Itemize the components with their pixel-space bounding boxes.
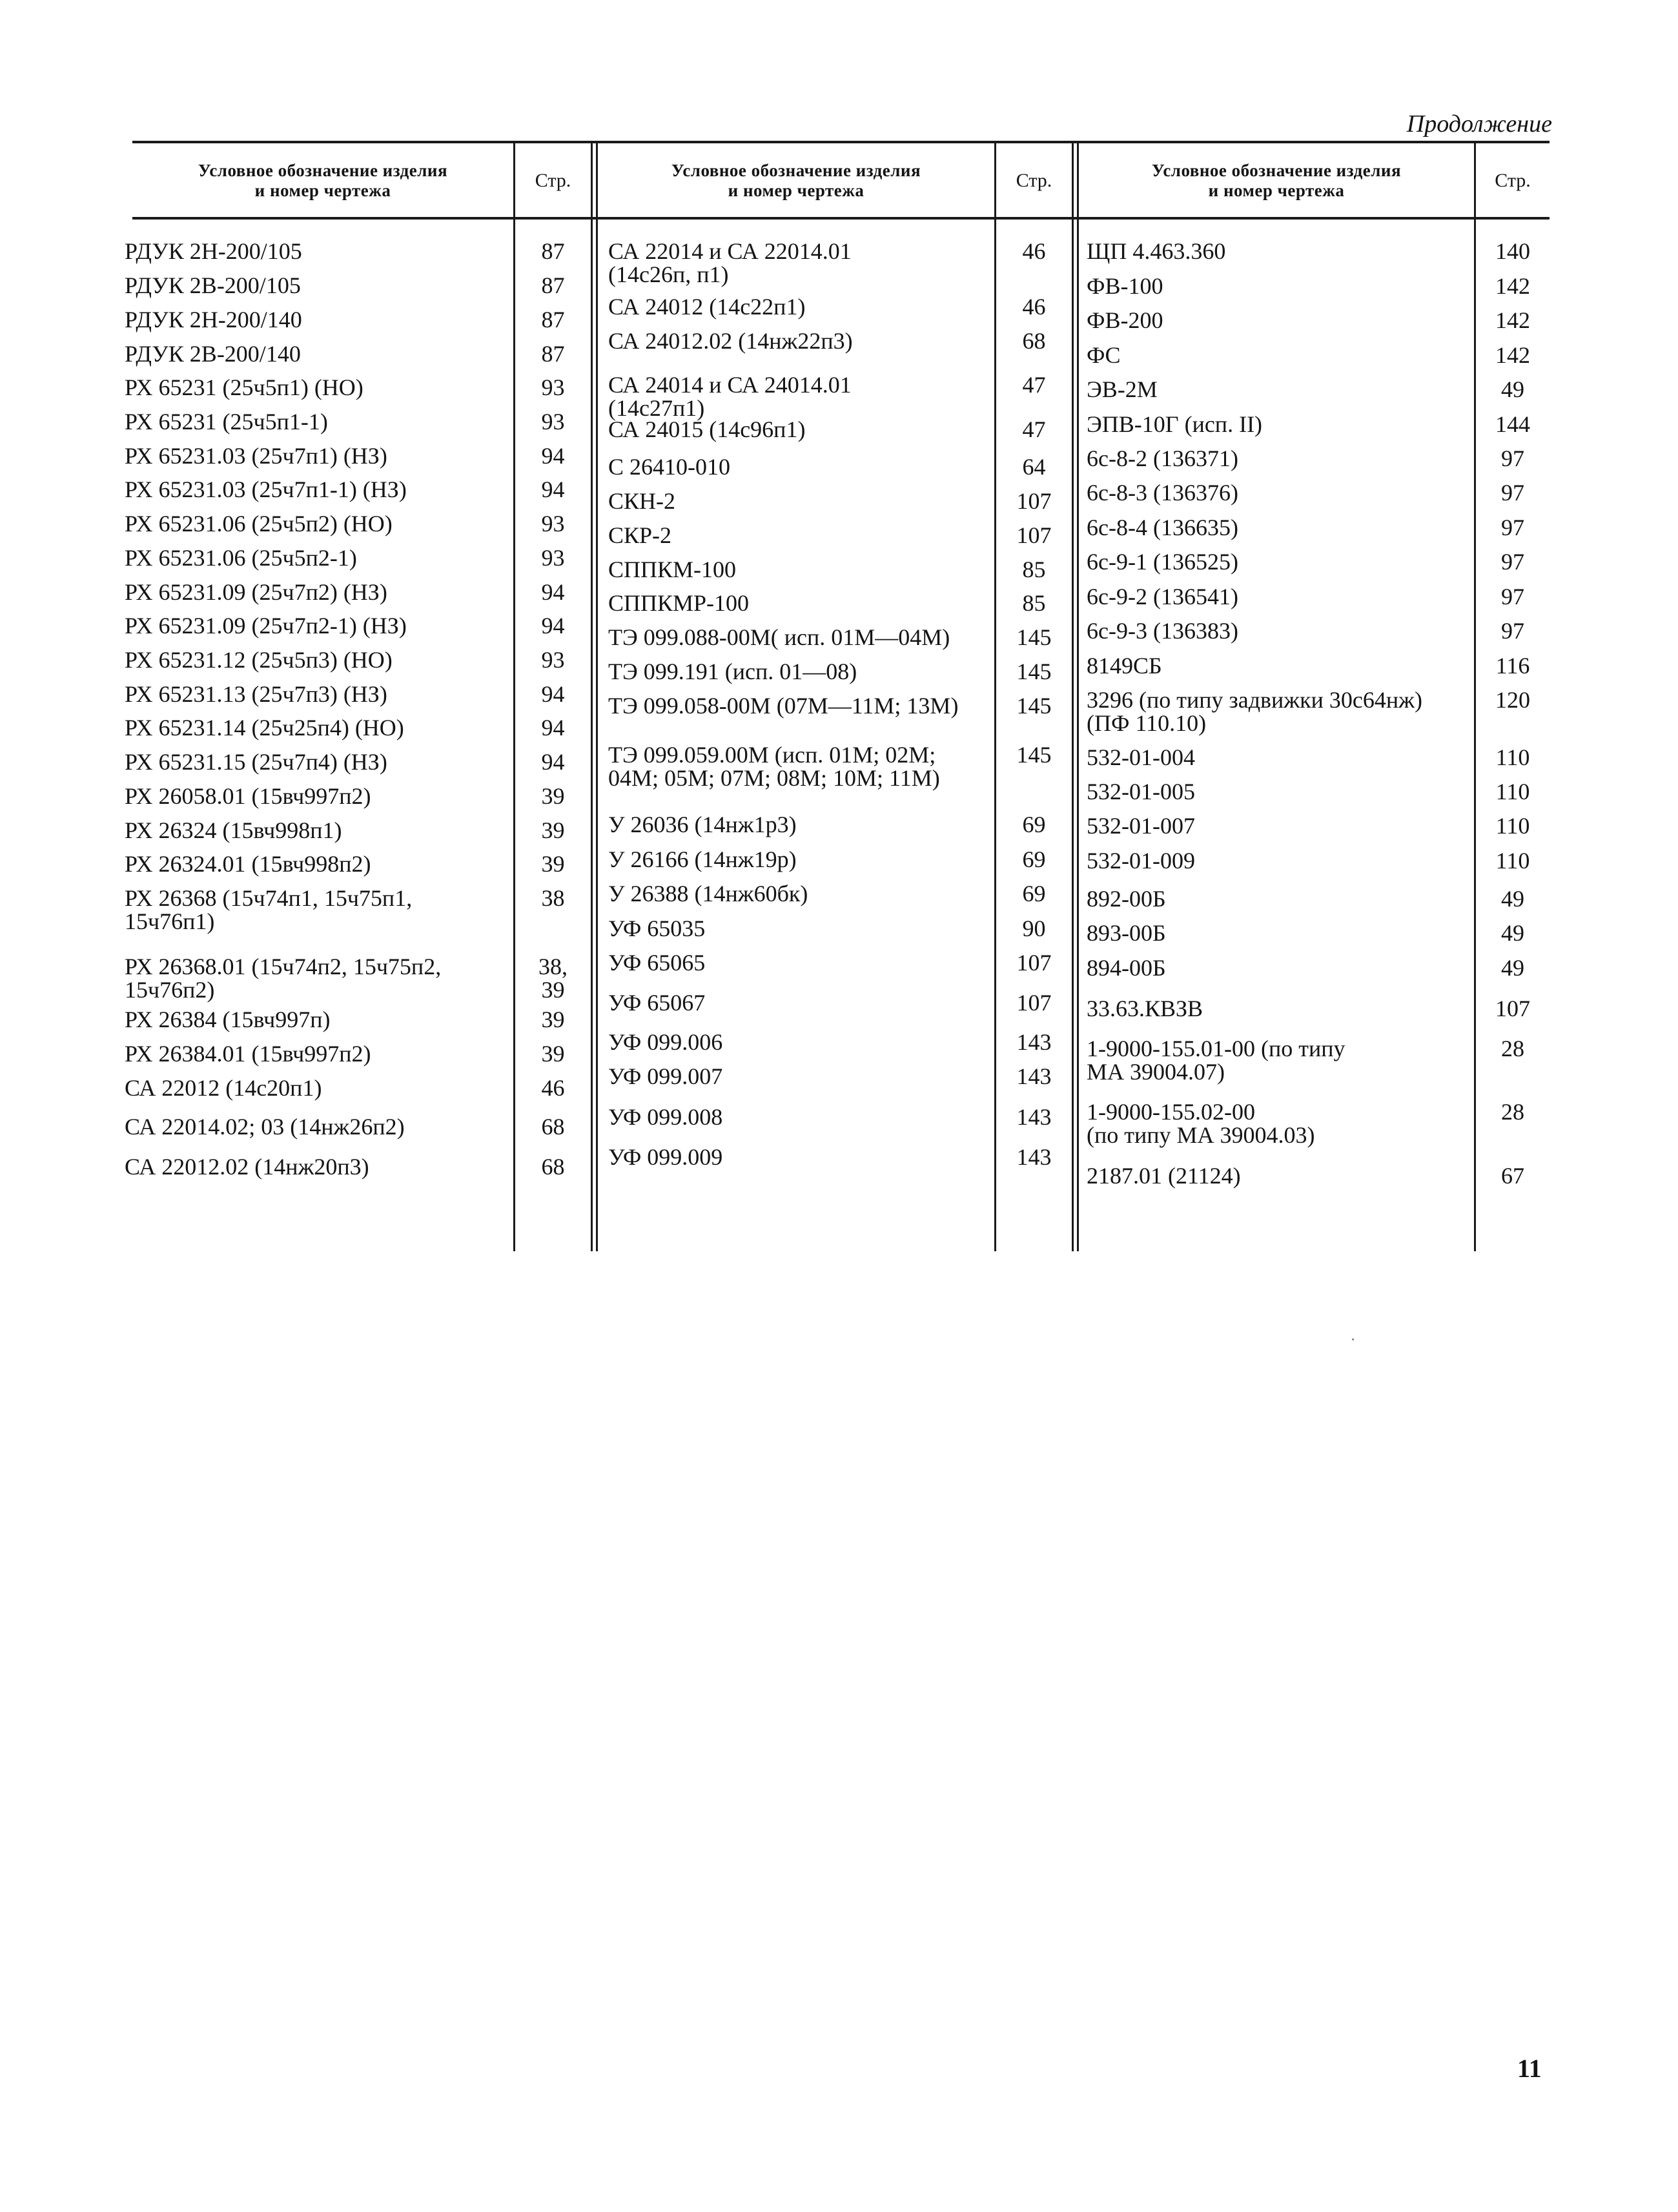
entry-name: УФ 65067 (608, 990, 706, 1016)
column-rule (596, 141, 598, 1251)
entry-name: 1-9000-155.02-00 (1087, 1099, 1255, 1125)
entry-name: 892-00Б (1087, 886, 1166, 912)
entry-name: ЩП 4.463.360 (1087, 238, 1226, 264)
entry-page: 39 (541, 817, 565, 843)
entry-name: РХ 65231.03 (25ч7п1) (НЗ) (125, 443, 387, 469)
entry-name: РХ 26058.01 (15вч997п2) (125, 783, 371, 809)
entry-name: 8149СБ (1087, 653, 1162, 679)
entry-name: ТЭ 099.191 (исп. 01—08) (608, 659, 857, 684)
column-rule (1077, 141, 1079, 1251)
page-number: 11 (1517, 2054, 1542, 2083)
entry-name: 6с-8-2 (136371) (1087, 445, 1238, 471)
entry-name: 2187.01 (21124) (1087, 1163, 1241, 1189)
entry-name: РХ 26368.01 (15ч74п2, 15ч75п2, (125, 954, 442, 979)
entry-name: РХ 65231.06 (25ч5п2-1) (125, 545, 357, 571)
column-heading (132, 143, 513, 218)
entry-name-continued: (ПФ 110.10) (1087, 710, 1207, 736)
entry-name: УФ 099.006 (608, 1029, 723, 1055)
entry-page: 107 (1016, 950, 1052, 976)
entry-name: РХ 65231.09 (25ч7п2) (НЗ) (125, 579, 387, 605)
entry-name: ЭПВ-10Г (исп. II) (1087, 411, 1263, 437)
entry-page: 39 (541, 1007, 565, 1032)
entry-name-continued: 15ч76п2) (125, 977, 215, 1003)
entry-name: СППКМР-100 (608, 590, 750, 616)
entry-name-continued: (14с26п, п1) (608, 261, 729, 287)
entry-page: 39 (541, 783, 565, 809)
entry-name: РХ 65231.14 (25ч25п4) (НО) (125, 715, 404, 741)
entry-name: 33.63.КВЗВ (1087, 996, 1203, 1021)
entry-page: 49 (1501, 886, 1524, 912)
index-table (125, 141, 1550, 1251)
entry-page: 49 (1501, 376, 1524, 402)
entry-name: РХ 26368 (15ч74п1, 15ч75п1, (125, 885, 413, 911)
entry-page: 143 (1016, 1144, 1052, 1170)
entry-page: 39 (541, 1041, 565, 1067)
entry-page: 97 (1501, 618, 1524, 644)
entry-page: 94 (541, 443, 565, 469)
entry-page: 38, (538, 954, 568, 979)
entry-page: 93 (541, 374, 565, 400)
entry-page: 143 (1016, 1029, 1052, 1055)
entry-name: РДУК 2В-200/140 (125, 341, 301, 367)
entry-name-continued: МА 39004.07) (1087, 1059, 1225, 1085)
entry-name: УФ 65035 (608, 916, 706, 941)
entry-page: 69 (1022, 881, 1046, 906)
entry-name: СА 22012.02 (14нж20п3) (125, 1154, 369, 1180)
entry-page: 97 (1501, 549, 1524, 575)
entry-name: 893-00Б (1087, 920, 1166, 946)
entry-name: 1-9000-155.01-00 (по типу (1087, 1036, 1345, 1061)
entry-name-continued: 15ч76п1) (125, 908, 215, 934)
column-rule (591, 141, 593, 1251)
entry-name: 532-01-004 (1087, 744, 1195, 770)
entry-name: У 26388 (14нж60бк) (608, 881, 808, 906)
entry-page: 94 (541, 613, 565, 639)
entry-page: 68 (1022, 328, 1046, 354)
entry-page: 46 (1022, 238, 1046, 264)
entry-page: 97 (1501, 445, 1524, 471)
entry-name: РХ 65231.06 (25ч5п2) (НО) (125, 511, 393, 537)
entry-name: 6с-9-1 (136525) (1087, 549, 1238, 575)
heading-line: Условное обозначение изделия (198, 160, 448, 180)
entry-name: РДУК 2В-200/105 (125, 272, 301, 298)
entry-name: У 26036 (14нж1р3) (608, 812, 797, 837)
entry-page: 87 (541, 341, 565, 367)
entry-name: УФ 65065 (608, 950, 706, 976)
heading-line: Условное обозначение изделия (671, 160, 921, 180)
entry-page: 46 (541, 1075, 565, 1101)
entry-name: РХ 65231.09 (25ч7п2-1) (НЗ) (125, 613, 407, 639)
entry-page: 97 (1501, 480, 1524, 506)
page-column-heading: Стр. (1495, 170, 1531, 191)
entry-name: РХ 65231.13 (25ч7п3) (НЗ) (125, 681, 387, 707)
entry-page: 145 (1016, 659, 1052, 684)
entry-name: УФ 099.009 (608, 1144, 723, 1170)
entry-name: У 26166 (14нж19р) (608, 846, 797, 872)
entry-page: 93 (541, 545, 565, 571)
entry-page: 85 (1022, 557, 1046, 582)
entry-page: 85 (1022, 590, 1046, 616)
entry-name: СА 24015 (14с96п1) (608, 416, 806, 442)
scan-speck (1352, 1338, 1354, 1340)
entry-name: СА 22014.02; 03 (14нж26п2) (125, 1114, 405, 1140)
entry-name: ТЭ 099.058-00М (07М—11М; 13М) (608, 693, 959, 719)
entry-page: 116 (1495, 653, 1530, 679)
page-column-heading: Стр. (1016, 170, 1052, 191)
entry-name-continued: 04М; 05М; 07М; 08М; 10М; 11М) (608, 765, 940, 791)
entry-page: 47 (1022, 416, 1046, 442)
entry-name: ЭВ-2М (1087, 376, 1158, 402)
heading-line: и номер чертежа (254, 181, 391, 200)
entry-page: 49 (1501, 955, 1524, 981)
entry-page: 28 (1501, 1036, 1524, 1061)
entry-page: 143 (1016, 1063, 1052, 1089)
entry-page: 68 (541, 1154, 565, 1180)
entry-name: 894-00Б (1087, 955, 1166, 981)
entry-page: 110 (1495, 779, 1530, 804)
entry-name: РХ 65231.03 (25ч7п1-1) (НЗ) (125, 476, 407, 502)
entry-page: 110 (1495, 813, 1530, 839)
entry-name: РДУК 2Н-200/105 (125, 238, 302, 264)
entry-name: 532-01-009 (1087, 848, 1195, 874)
entry-page: 94 (541, 681, 565, 707)
entry-page: 87 (541, 307, 565, 333)
entry-name: СППКМ-100 (608, 557, 737, 582)
entry-page: 28 (1501, 1099, 1524, 1125)
entry-page: 110 (1495, 848, 1530, 874)
heading-line: и номер чертежа (1208, 181, 1345, 200)
entry-page: 107 (1495, 996, 1530, 1021)
entry-page: 145 (1016, 742, 1052, 768)
entry-page: 94 (541, 579, 565, 605)
entry-page: 107 (1016, 488, 1052, 514)
entry-name: С 26410-010 (608, 454, 730, 480)
entry-name: РХ 26384.01 (15вч997п2) (125, 1041, 371, 1067)
entry-page: 142 (1495, 273, 1530, 299)
entry-name: СА 24012.02 (14нж22п3) (608, 328, 853, 354)
entry-page: 47 (1022, 372, 1046, 398)
entry-page: 145 (1016, 693, 1052, 719)
entry-page: 97 (1501, 584, 1524, 609)
entry-page: 145 (1016, 624, 1052, 650)
entry-name: УФ 099.007 (608, 1063, 723, 1089)
entry-name: РХ 65231 (25ч5п1-1) (125, 409, 328, 435)
entry-page: 93 (541, 409, 565, 435)
entry-page: 107 (1016, 522, 1052, 548)
entry-page: 64 (1022, 454, 1046, 480)
entry-page: 107 (1016, 990, 1052, 1016)
entry-page: 69 (1022, 846, 1046, 872)
entry-page-continued: 39 (541, 977, 565, 1003)
entry-page: 94 (541, 476, 565, 502)
continuation-label: Продолжение (1406, 110, 1552, 138)
entry-name: РХ 26324 (15вч998п1) (125, 817, 342, 843)
entry-name: РХ 26384 (15вч997п) (125, 1007, 331, 1032)
entry-page: 120 (1495, 687, 1530, 713)
column-heading (598, 143, 994, 218)
entry-page: 110 (1495, 744, 1530, 770)
entry-page: 142 (1495, 307, 1530, 333)
entry-name: 6с-9-2 (136541) (1087, 584, 1238, 609)
entry-name: 6с-8-3 (136376) (1087, 480, 1238, 506)
entry-page: 90 (1022, 916, 1046, 941)
entry-name: УФ 099.008 (608, 1104, 723, 1130)
entry-name: 3296 (по типу задвижки 30с64нж) (1087, 687, 1423, 713)
entry-page: 97 (1501, 515, 1524, 540)
entry-name-continued: (14с27п1) (608, 395, 705, 421)
entry-page: 46 (1022, 294, 1046, 320)
entry-name: 532-01-007 (1087, 813, 1195, 839)
entry-name: 6с-9-3 (136383) (1087, 618, 1238, 644)
entry-page: 94 (541, 715, 565, 741)
entry-name: РХ 65231 (25ч5п1) (НО) (125, 374, 363, 400)
entry-name: СКН-2 (608, 488, 676, 514)
entry-page: 87 (541, 238, 565, 264)
entry-page: 38 (541, 885, 565, 911)
entry-name: ФВ-200 (1087, 307, 1163, 333)
entry-page: 69 (1022, 812, 1046, 837)
entry-name-continued: (по типу МА 39004.03) (1087, 1122, 1315, 1148)
entry-page: 39 (541, 851, 565, 877)
entry-page: 67 (1501, 1163, 1524, 1189)
entry-page: 140 (1495, 238, 1530, 264)
entry-name: РХ 65231.12 (25ч5п3) (НО) (125, 647, 393, 673)
column-rule (1072, 141, 1074, 1251)
entry-page: 143 (1016, 1104, 1052, 1130)
entry-name: РДУК 2Н-200/140 (125, 307, 302, 333)
entry-name: ТЭ 099.059.00М (исп. 01М; 02М; (608, 742, 936, 768)
entry-page: 144 (1495, 411, 1530, 437)
entry-page: 87 (541, 272, 565, 298)
heading-line: и номер чертежа (728, 181, 865, 200)
entry-page: 49 (1501, 920, 1524, 946)
entry-name: 532-01-005 (1087, 779, 1195, 804)
entry-name: ФС (1087, 342, 1121, 368)
entry-name: СА 22012 (14с20п1) (125, 1075, 322, 1101)
entry-page: 142 (1495, 342, 1530, 368)
column-heading (1079, 143, 1474, 218)
entry-name: РХ 26324.01 (15вч998п2) (125, 851, 371, 877)
entry-page: 68 (541, 1114, 565, 1140)
entry-name: СКР-2 (608, 522, 672, 548)
entry-page: 93 (541, 511, 565, 537)
entry-name: СА 24012 (14с22п1) (608, 294, 806, 320)
entry-name: ТЭ 099.088-00М( исп. 01М—04М) (608, 624, 950, 650)
entry-name: ФВ-100 (1087, 273, 1163, 299)
entry-name: РХ 65231.15 (25ч7п4) (НЗ) (125, 749, 387, 775)
page-column-heading: Стр. (535, 170, 571, 191)
entry-name: СА 24014 и СА 24014.01 (608, 372, 852, 398)
entry-page: 93 (541, 647, 565, 673)
entry-page: 94 (541, 749, 565, 775)
heading-line: Условное обозначение изделия (1151, 160, 1402, 180)
entry-name: 6с-8-4 (136635) (1087, 515, 1238, 540)
entry-name: СА 22014 и СА 22014.01 (608, 238, 852, 264)
